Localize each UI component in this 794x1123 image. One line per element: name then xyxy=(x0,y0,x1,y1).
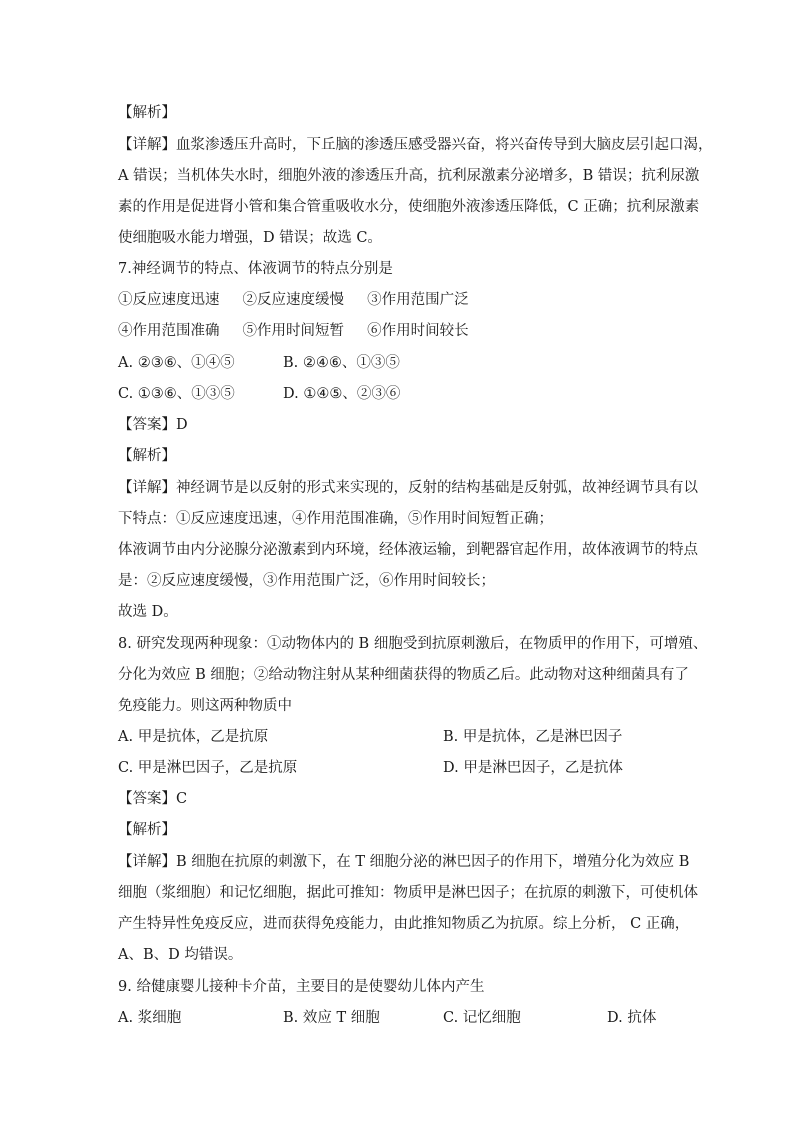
q7-option-c: C. ①③⑥、①③⑤ xyxy=(118,386,235,402)
q8-option-d: D. 甲是淋巴因子，乙是抗体 xyxy=(443,760,623,776)
q7-detail-line: 【详解】神经调节是以反射的形式来实现的，反射的结构基础是反射弧，故神经调节具有以 xyxy=(118,480,698,496)
q6-detail-line: 【详解】血浆渗透压升高时，下丘脑的渗透压感受器兴奋，将兴奋传导到大脑皮层引起口渴， xyxy=(118,137,713,153)
q7-detail-line: 是：②反应速度缓慢，③作用范围广泛，⑥作用时间较长； xyxy=(118,573,495,589)
q8-stem-line: 分化为效应 B 细胞；②给动物注射从某种细菌获得的物质乙后。此动物对这种细菌具有了 xyxy=(118,667,689,683)
q7-detail-line: 下特点：①反应速度迅速，④作用范围准确，⑤作用时间短暂正确； xyxy=(118,511,553,527)
q6-detail-line: 使细胞吸水能力增强，D 错误；故选 C。 xyxy=(118,230,382,246)
q9-option-d: D. 抗体 xyxy=(607,1010,657,1026)
q8-stem-line: 8. 研究发现两种现象：①动物体内的 B 细胞受到抗原刺激后，在物质甲的作用下，可增殖、 xyxy=(118,636,708,652)
q8-option-c: C. 甲是淋巴因子，乙是抗原 xyxy=(118,760,298,776)
q8-option-a: A. 甲是抗体，乙是抗原 xyxy=(118,729,269,745)
q8-answer: 【答案】C xyxy=(118,791,188,807)
q8-detail-line: A、B、D 均错误。 xyxy=(118,947,243,963)
q7-option-b: B. ②④⑥、①③⑤ xyxy=(283,355,400,371)
q9-option-b: B. 效应 T 细胞 xyxy=(283,1010,380,1026)
q8-detail-line: 【详解】B 细胞在抗原的刺激下，在 T 细胞分泌的淋巴因子的作用下，增殖分化为效应 B xyxy=(118,854,690,870)
q7-items-line: ①反应速度迅速 ②反应速度缓慢 ③作用范围广泛 xyxy=(118,292,469,308)
q8-stem-line: 免疫能力。则这两种物质中 xyxy=(118,698,292,714)
q9-option-a: A. 浆细胞 xyxy=(118,1010,182,1026)
q6-analysis-label: 【解析】 xyxy=(118,105,176,121)
q6-detail-line: 素的作用是促进肾小管和集合管重吸收水分，使细胞外液渗透压降低，C 正确；抗利尿激素 xyxy=(118,199,700,215)
q8-detail-line: 产生特异性免疫反应，进而获得免疫能力，由此推知物质乙为抗原。综上分析， C 正确， xyxy=(118,916,690,932)
q9-option-c: C. 记忆细胞 xyxy=(443,1010,521,1026)
q7-option-d: D. ①④⑤、②③⑥ xyxy=(283,386,401,402)
q8-option-b: B. 甲是抗体，乙是淋巴因子 xyxy=(443,729,623,745)
q7-option-a: A. ②③⑥、①④⑤ xyxy=(118,355,235,371)
q7-detail-line: 故选 D。 xyxy=(118,604,178,620)
q8-analysis-label: 【解析】 xyxy=(118,822,176,838)
q7-analysis-label: 【解析】 xyxy=(118,448,176,464)
q7-answer: 【答案】D xyxy=(118,417,188,433)
q7-stem: 7.神经调节的特点、体液调节的特点分别是 xyxy=(118,261,393,277)
q9-stem: 9. 给健康婴儿接种卡介苗，主要目的是使婴幼儿体内产生 xyxy=(118,979,485,995)
q7-items-line: ④作用范围准确 ⑤作用时间短暂 ⑥作用时间较长 xyxy=(118,323,469,339)
q7-detail-line: 体液调节由内分泌腺分泌激素到内环境，经体液运输，到靶器官起作用，故体液调节的特点 xyxy=(118,542,698,558)
q8-detail-line: 细胞（浆细胞）和记忆细胞，据此可推知：物质甲是淋巴因子；在抗原的刺激下，可使机体 xyxy=(118,885,698,901)
q6-detail-line: A 错误；当机体失水时，细胞外液的渗透压升高，抗利尿激素分泌增多，B 错误；抗利尿激 xyxy=(118,168,700,184)
